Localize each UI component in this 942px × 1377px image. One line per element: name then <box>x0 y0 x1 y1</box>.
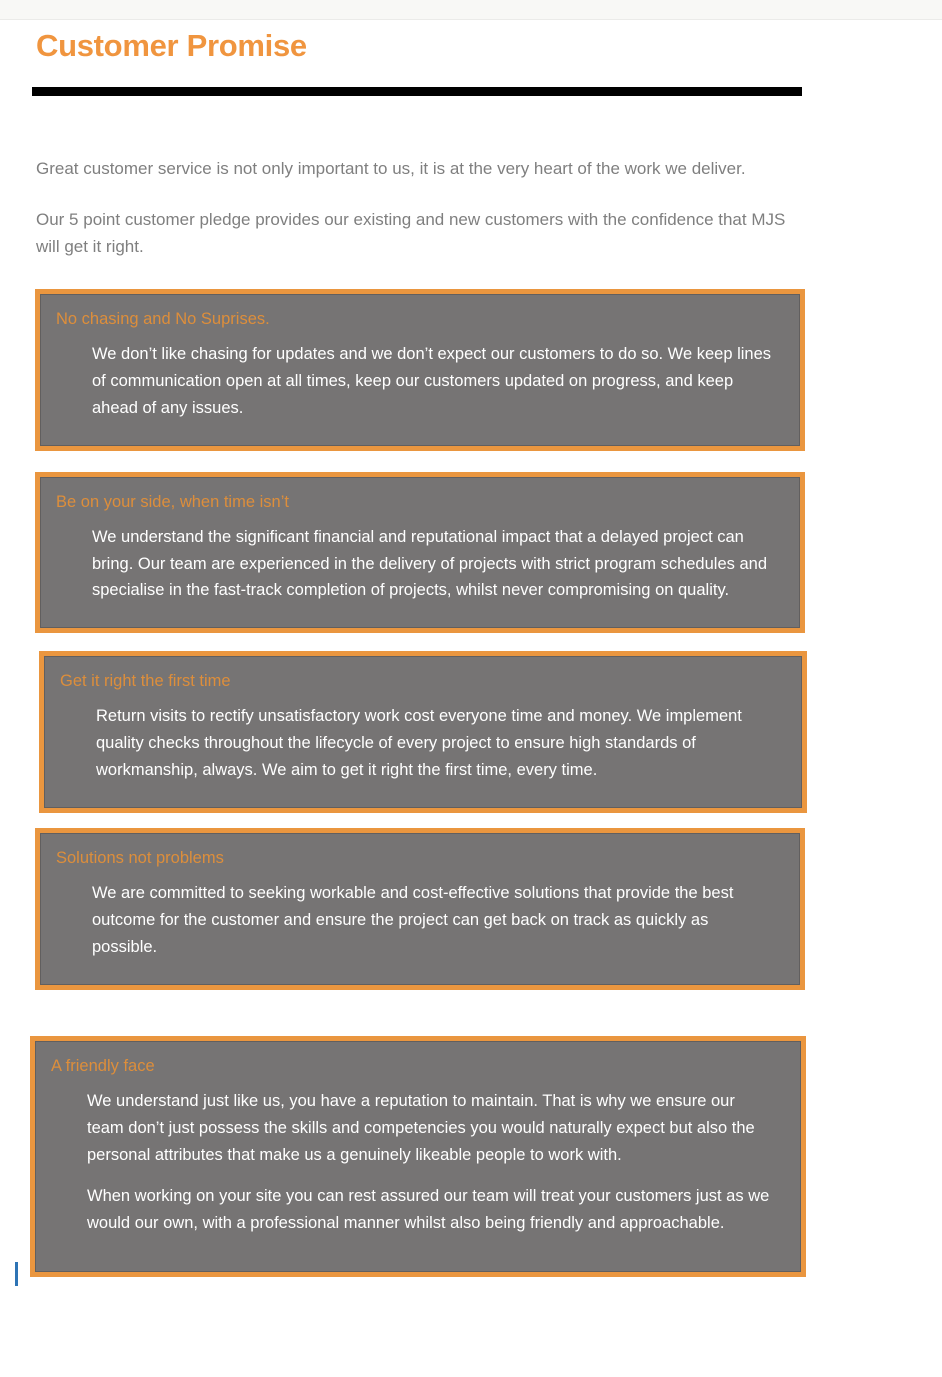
intro-text <box>36 156 806 260</box>
text-cursor-artifact <box>15 1262 18 1286</box>
pledge-box-solutions <box>35 828 805 990</box>
pledge-box-no-chasing <box>35 289 805 451</box>
pledge-paragraph: We don’t like chasing for updates and we don’t expect our customers to do so. We keep lines of communication open at all times, keep our customers updated on progress, and keep ahead of any issues. <box>92 345 772 417</box>
title-divider-rule <box>32 87 802 96</box>
pledge-paragraph: We understand just like us, you have a reputation to maintain. That is why we ensure our team don’t just possess the skills and competencies you would naturally expect but also the personal attributes that make us a genuinely likeable people to work with. <box>87 1091 755 1164</box>
pledge-heading: Solutions not problems <box>56 849 224 868</box>
page-title: Customer Promise <box>36 28 307 63</box>
pledge-heading: Be on your side, when time isn’t <box>56 492 289 511</box>
pledge-heading: Get it right the first time <box>60 672 231 691</box>
pledge-heading: A friendly face <box>51 1056 155 1075</box>
intro-paragraph-1: Great customer service is not only important to us, it is at the very heart of the work we deliver. <box>36 159 746 178</box>
pledge-box-get-it-right <box>39 651 807 813</box>
pledge-paragraph: When working on your site you can rest assured our team will treat your customers just as we would our own, with a professional manner whilst also being friendly and approachable. <box>87 1187 770 1233</box>
pledge-box-friendly-face <box>30 1036 806 1277</box>
pledge-paragraph: Return visits to rectify unsatisfactory work cost everyone time and money. We implement quality checks throughout the lifecycle of every project to ensure high standards of workmanship, always. We aim to get it right the first time, every time. <box>96 707 742 780</box>
intro-paragraph-2: Our 5 point customer pledge provides our existing and new customers with the confidence that MJS will get it right. <box>36 210 786 256</box>
pledge-paragraph: We are committed to seeking workable and cost-effective solutions that provide the best outcome for the customer and ensure the project can get back on track as quickly as possible. <box>92 884 734 956</box>
pledge-list <box>0 289 942 1277</box>
pledge-paragraph: We understand the significant financial and reputational impact that a delayed project can bring. Our team are experienced in the delivery of projects with strict program schedules and specialise in the fast-track completion of projects, whilst never compromising on quality. <box>92 527 767 600</box>
pledge-box-on-your-side <box>35 472 805 634</box>
document-content <box>0 20 942 1277</box>
pledge-heading: No chasing and No Suprises. <box>56 310 270 329</box>
page-top-edge <box>0 0 942 20</box>
